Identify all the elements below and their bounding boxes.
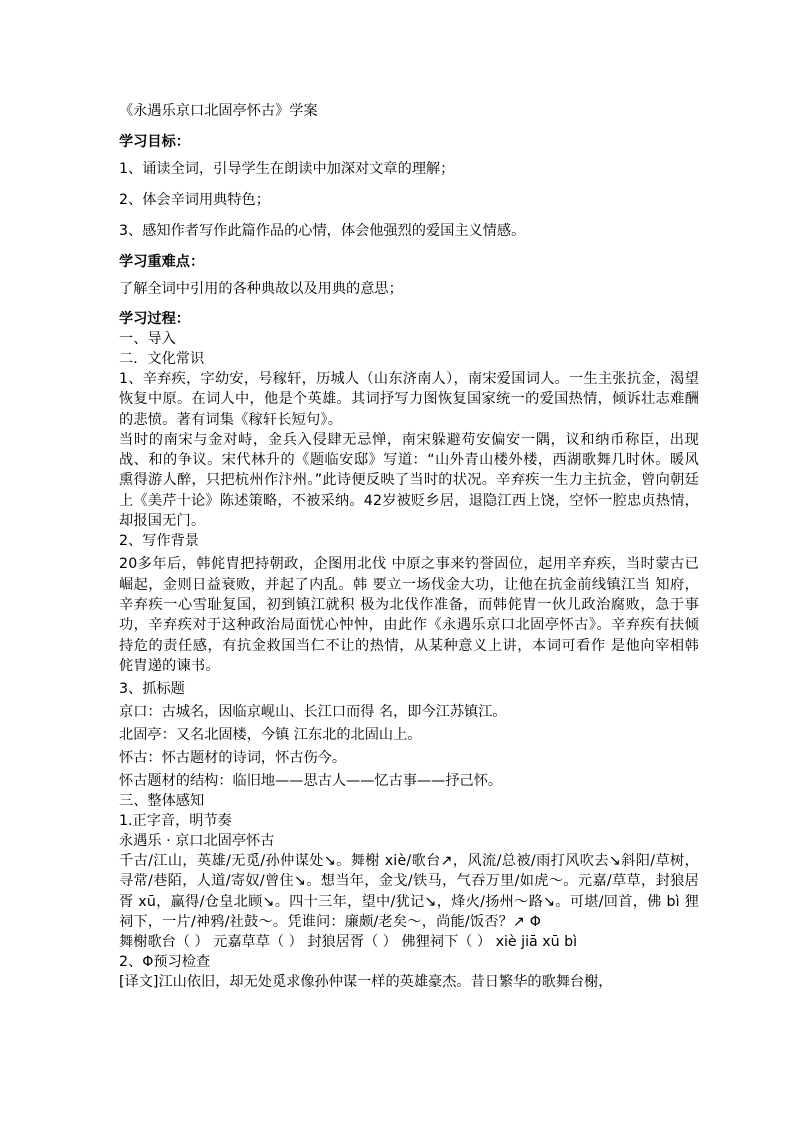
key-points-text: 了解全词中引用的各种典故以及用典的意思； [119,281,403,297]
poem-title: 永遇乐 · 京口北固亭怀古 [119,833,275,850]
pinyin-exercise: 舞榭歌台（ ） 元嘉草草（ ） 封狼居胥（ ） 佛狸祠下（ ） xiè jiā xū bì [119,934,578,951]
translation-text: [译文]江山依旧，却无处觅求像孙仲谋一样的英雄豪杰。昔日繁华的歌舞台榭， [119,974,613,991]
subsection-title: 3、抓标题 [119,681,185,698]
document-title: 《永遇乐京口北固亭怀古》学案 [119,103,318,119]
section-intro: 一、导入 [119,331,176,347]
document-page [119,100,699,992]
culture-paragraph: 1、辛弃疾，字幼安，号稼轩，历城人（山东济南人），南宋爱国词人。一生主张抗金，渴望恢复中原。在词人中，他是个英雄。其词抒写力图恢复国家统一的爱国热情，倾诉壮志难酬的悲愤。著有词集《稼轩长短句》。 [119,371,699,428]
subsection-pronounce: 1.正字音，明节奏 [119,813,232,830]
goal-item: 3、感知作者写作此篇作品的心情，体会他强烈的爱国主义情感。 [119,223,526,239]
title-explanation: 怀古：怀古题材的诗词，怀古伤今。 [119,750,347,767]
title-explanation: 怀古题材的结构：临旧地——思古人——忆古事——抒己怀。 [119,773,503,790]
culture-paragraph: 当时的南宋与金对峙，金兵入侵肆无忌惮，南宋躲避苟安偏安一隅，议和纳币称臣，出现战、和的争议。宋代林升的《题临安邸》写道：“山外青山楼外楼，西湖歌舞几时休。暖风熏得游人醉，只把杭州作汴州。”此诗便反映了当时的状况。辛弃疾一生力主抗金，曾向朝廷上《美芹十论》陈述策略，不被采纳。42岁被贬乡居，退隐江西上饶，空怀一腔忠贞热情，却报国无门。 [119,431,699,530]
goals-heading: 学习目标： [119,134,190,150]
key-points-heading: 学习重难点： [119,254,205,270]
title-explanation: 京口：古城名，因临京岘山、长江口而得 名，即今江苏镇江。 [119,704,507,721]
poem-text: 千古/江山，英雄/无觅/孙仲谋处↘。舞榭 xiè/歌台↗，风流/总被/雨打风吹去↘斜阳/草树，寻常/巷陌，人道/寄奴/曾住↘。想当年，金戈/铁马，气吞万里/如虎～。元嘉/草草，封狼居胥 xū，赢得/仓皇北顾↘。四十三年，望中/犹记↘，烽火/扬州～路↘。可堪/回首，佛 bì 狸祠下，一片/神鸦/社鼓～。凭谁问：廉颇/老矣～，尚能/饭否？↗ Φ [119,853,699,931]
section-overall: 三、整体感知 [119,793,205,810]
goal-item: 1、诵读全词，引导学生在朗读中加深对文章的理解； [119,161,455,177]
subsection-preview: 2、Φ预习检查 [119,954,211,971]
background-paragraph: 20多年后，韩侂胄把持朝政，企图用北伐 中原之事来钓誉固位，起用辛弃疾，当时蒙古已崛起，金则日益衰败，并起了内乱。韩 要立一场伐金大功，让他在抗金前线镇江当 知府，辛弃疾一心雪耻复国，初到镇江就积 极为北伐作准备，而韩侂胄一伙儿政治腐败，急于事功，辛弃疾对于这种政治局面忧心忡忡，由此作《永遇乐京口北固亭怀古》。辛弃疾有扶倾持危的责任感，有抗金救国当仁不让的热情，从某种意义上讲，本词可看作 是他向宰相韩侂胄递的谏书。 [119,556,699,674]
title-explanation: 北固亭：又名北固楼，今镇 江东北的北固山上。 [119,727,422,744]
process-heading: 学习过程： [119,311,190,327]
goal-item: 2、体会辛词用典特色； [119,192,270,208]
section-culture: 二．文化常识 [119,351,205,367]
subsection-background: 2、写作背景 [119,533,199,550]
